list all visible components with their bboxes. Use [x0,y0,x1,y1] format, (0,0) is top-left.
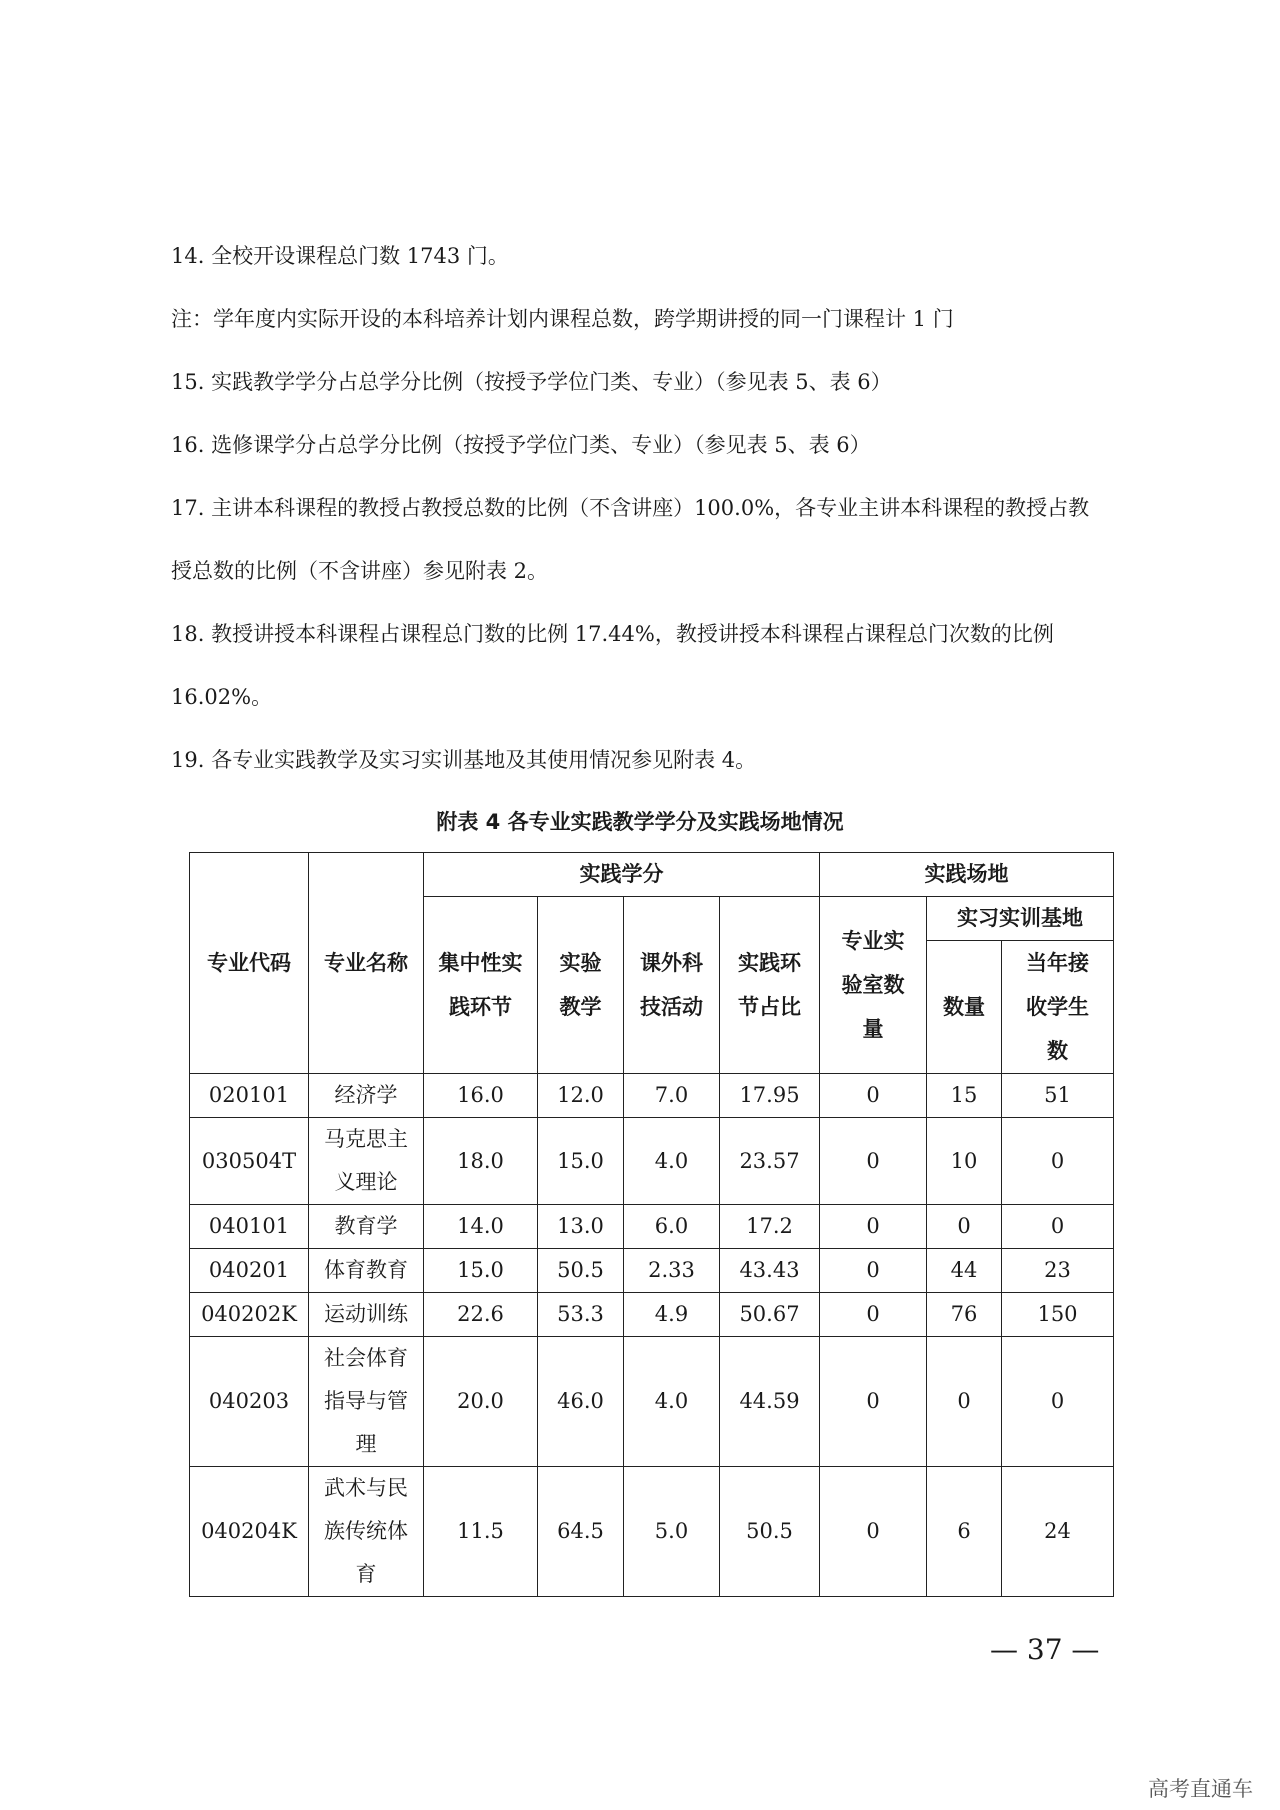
cell-name: 武术与民 族传统体 育 [309,1467,424,1597]
cell-concentrated: 14.0 [424,1205,538,1249]
header-count: 数量 [927,941,1002,1074]
header-practice-sites: 实践场地 [820,853,1114,897]
cell-labs: 0 [820,1337,927,1467]
cell-extracurricular: 4.9 [624,1293,720,1337]
cell-students: 0 [1002,1337,1114,1467]
cell-labs: 0 [820,1118,927,1205]
cell-extracurricular: 4.0 [624,1118,720,1205]
cell-experiment: 13.0 [538,1205,624,1249]
note-paragraph: 注：学年度内实际开设的本科培养计划内课程总数，跨学期讲授的同一门课程计 1 门 [171,307,954,331]
header-code: 专业代码 [190,853,309,1074]
header-bases: 实习实训基地 [927,897,1114,941]
cell-experiment: 46.0 [538,1337,624,1467]
cell-students: 0 [1002,1118,1114,1205]
cell-labs: 0 [820,1293,927,1337]
table-row [190,1467,1114,1597]
paragraph-18: 18. 教授讲授本科课程占课程总门数的比例 17.44%，教授讲授本科课程占课程总门次数的比例 [171,622,1054,646]
cell-code: 040101 [190,1205,309,1249]
cell-name: 体育教育 [309,1249,424,1293]
paragraph-18-cont: 16.02%。 [171,685,273,709]
table-row [190,1118,1114,1205]
cell-code: 020101 [190,1074,309,1118]
cell-ratio: 17.95 [720,1074,820,1118]
cell-extracurricular: 6.0 [624,1205,720,1249]
cell-count: 15 [927,1074,1002,1118]
cell-experiment: 12.0 [538,1074,624,1118]
table-row [190,1293,1114,1337]
cell-students: 0 [1002,1205,1114,1249]
cell-ratio: 43.43 [720,1249,820,1293]
cell-name: 经济学 [309,1074,424,1118]
header-experiment: 实验 教学 [538,897,624,1074]
cell-concentrated: 11.5 [424,1467,538,1597]
cell-ratio: 17.2 [720,1205,820,1249]
cell-students: 23 [1002,1249,1114,1293]
cell-ratio: 23.57 [720,1118,820,1205]
paragraph-14: 14. 全校开设课程总门数 1743 门。 [171,244,509,268]
cell-ratio: 44.59 [720,1337,820,1467]
cell-concentrated: 22.6 [424,1293,538,1337]
paragraph-16: 16. 选修课学分占总学分比例（按授予学位门类、专业）（参见表 5、表 6） [171,433,871,457]
cell-count: 6 [927,1467,1002,1597]
cell-experiment: 50.5 [538,1249,624,1293]
cell-students: 24 [1002,1467,1114,1597]
cell-code: 040202K [190,1293,309,1337]
table-row [190,1074,1114,1118]
cell-name: 运动训练 [309,1293,424,1337]
cell-ratio: 50.5 [720,1467,820,1597]
table-row [190,1249,1114,1293]
cell-experiment: 53.3 [538,1293,624,1337]
practice-credits-table [189,852,1114,1597]
header-extracurricular: 课外科 技活动 [624,897,720,1074]
cell-labs: 0 [820,1074,927,1118]
cell-concentrated: 15.0 [424,1249,538,1293]
header-concentrated: 集中性实 践环节 [424,897,538,1074]
cell-extracurricular: 5.0 [624,1467,720,1597]
cell-count: 44 [927,1249,1002,1293]
cell-count: 10 [927,1118,1002,1205]
table-row [190,1205,1114,1249]
paragraph-17-cont: 授总数的比例（不含讲座）参见附表 2。 [171,559,549,583]
cell-labs: 0 [820,1249,927,1293]
header-name: 专业名称 [309,853,424,1074]
cell-labs: 0 [820,1205,927,1249]
paragraph-15: 15. 实践教学学分占总学分比例（按授予学位门类、专业）（参见表 5、表 6） [171,370,892,394]
header-students: 当年接 收学生 数 [1002,941,1114,1074]
cell-labs: 0 [820,1467,927,1597]
cell-code: 040201 [190,1249,309,1293]
cell-name: 社会体育 指导与管 理 [309,1337,424,1467]
cell-extracurricular: 7.0 [624,1074,720,1118]
cell-name: 教育学 [309,1205,424,1249]
paragraph-17: 17. 主讲本科课程的教授占教授总数的比例（不含讲座）100.0%，各专业主讲本科课程的教授占教 [171,496,1090,520]
cell-students: 51 [1002,1074,1114,1118]
cell-students: 150 [1002,1293,1114,1337]
cell-name: 马克思主 义理论 [309,1118,424,1205]
cell-experiment: 15.0 [538,1118,624,1205]
cell-count: 76 [927,1293,1002,1337]
cell-count: 0 [927,1205,1002,1249]
cell-count: 0 [927,1337,1002,1467]
header-labs: 专业实 验室数 量 [820,897,927,1074]
cell-concentrated: 18.0 [424,1118,538,1205]
table-title: 附表 4 各专业实践教学学分及实践场地情况 [436,810,844,834]
cell-concentrated: 16.0 [424,1074,538,1118]
cell-extracurricular: 2.33 [624,1249,720,1293]
cell-code: 040203 [190,1337,309,1467]
header-ratio: 实践环 节占比 [720,897,820,1074]
table-row [190,1337,1114,1467]
watermark-logo-text: 高考直通车 [1148,1777,1253,1801]
cell-concentrated: 20.0 [424,1337,538,1467]
header-practice-credits: 实践学分 [424,853,820,897]
cell-code: 040204K [190,1467,309,1597]
cell-code: 030504T [190,1118,309,1205]
cell-extracurricular: 4.0 [624,1337,720,1467]
cell-experiment: 64.5 [538,1467,624,1597]
paragraph-19: 19. 各专业实践教学及实习实训基地及其使用情况参见附表 4。 [171,748,757,772]
cell-ratio: 50.67 [720,1293,820,1337]
page-number: — 37 — [990,1633,1100,1666]
